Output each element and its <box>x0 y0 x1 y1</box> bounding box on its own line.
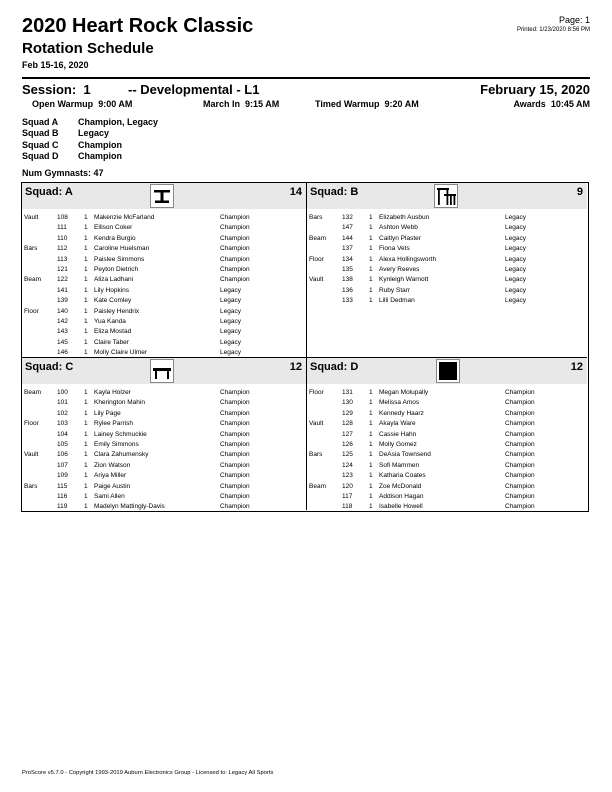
team-cell: Legacy <box>220 317 241 325</box>
event-cell: Bars <box>24 482 38 490</box>
team-cell: Legacy <box>505 214 526 221</box>
gymnast-name-cell: Ellison Coker <box>94 224 133 232</box>
team-cell: Champion <box>505 461 535 469</box>
table-row <box>22 482 306 492</box>
count-cell: 1 <box>369 503 373 511</box>
gymnast-name-cell: Zoe McDonald <box>379 482 422 490</box>
count-cell: 1 <box>84 409 88 417</box>
team-cell: Legacy <box>505 224 526 232</box>
event-cell: Vault <box>24 451 39 459</box>
gymnast-number-cell: 129 <box>342 409 353 417</box>
squad-name: Squad: C <box>25 361 74 373</box>
team-cell: Legacy <box>505 255 526 263</box>
team-cell: Champion <box>220 420 250 428</box>
count-cell: 1 <box>369 409 373 417</box>
open-warmup: Open Warmup 9:00 AM <box>32 99 133 109</box>
team-cell: Champion <box>220 472 250 480</box>
gymnast-name-cell: DeAsia Townsend <box>379 451 431 459</box>
gymnast-number-cell: 126 <box>342 440 353 448</box>
squad-assignment-list <box>22 117 158 162</box>
gymnast-name-cell: Kendra Burgio <box>94 234 136 242</box>
team-cell: Legacy <box>220 297 241 305</box>
event-cell: Beam <box>24 276 41 284</box>
squad-header <box>307 358 587 384</box>
squad-assignment: Squad A Champion, Legacy <box>22 117 159 127</box>
gymnast-number-cell: 131 <box>342 389 353 396</box>
team-cell: Champion <box>505 492 535 500</box>
count-cell: 1 <box>84 440 88 448</box>
gymnast-number-cell: 104 <box>57 430 68 438</box>
squad-name: Squad: B <box>310 186 359 198</box>
gymnast-number-cell: 121 <box>57 265 68 273</box>
event-cell: Floor <box>24 307 39 315</box>
table-row <box>307 419 587 429</box>
gymnast-number-cell: 132 <box>342 214 353 221</box>
gymnast-name-cell: Elizabeth Ausbun <box>379 214 430 221</box>
table-row <box>307 440 587 450</box>
count-cell: 1 <box>84 451 88 459</box>
table-row <box>22 327 306 337</box>
table-row <box>22 213 306 223</box>
table-row <box>307 255 587 265</box>
gymnast-number-cell: 138 <box>342 276 353 284</box>
team-cell: Champion <box>505 420 535 428</box>
table-row <box>22 440 306 450</box>
gymnast-name-cell: Claire Taber <box>94 338 129 346</box>
count-cell: 1 <box>369 255 373 263</box>
gymnast-number-cell: 102 <box>57 409 68 417</box>
count-cell: 1 <box>369 430 373 438</box>
gymnast-name-cell: Ruby Starr <box>379 286 411 294</box>
table-row <box>307 450 587 460</box>
count-cell: 1 <box>369 399 373 407</box>
gymnast-number-cell: 133 <box>342 297 353 305</box>
squad-roster <box>307 213 587 307</box>
gymnast-name-cell: Akayla Ware <box>379 420 416 428</box>
squad-roster <box>22 388 306 513</box>
gymnast-number-cell: 146 <box>57 349 68 357</box>
gymnast-name-cell: Lily Hopkins <box>94 286 130 294</box>
team-cell: Champion <box>220 389 250 396</box>
gymnast-name-cell: Kherington Mahin <box>94 399 145 407</box>
count-cell: 1 <box>84 492 88 500</box>
team-cell: Legacy <box>220 349 241 357</box>
team-cell: Champion <box>505 440 535 448</box>
gymnast-number-cell: 119 <box>57 503 68 511</box>
table-row <box>307 275 587 285</box>
gymnast-name-cell: Kennedy Haarz <box>379 409 424 417</box>
gymnast-name-cell: Cassie Hahn <box>379 430 417 438</box>
count-cell: 1 <box>84 224 88 232</box>
meet-title: 2020 Heart Rock Classic <box>22 15 254 37</box>
count-cell: 1 <box>369 461 373 469</box>
gymnast-name-cell: Molly Gomez <box>379 440 417 448</box>
count-cell: 1 <box>84 430 88 438</box>
gymnast-name-cell: Melissa Amos <box>379 399 420 407</box>
gymnast-name-cell: Lily Page <box>94 409 121 417</box>
team-cell: Champion <box>505 399 535 407</box>
team-cell: Champion <box>220 503 250 511</box>
squad-assignment: Squad D Champion <box>22 150 122 161</box>
table-row <box>22 307 306 317</box>
team-cell: Legacy <box>505 245 526 253</box>
count-cell: 1 <box>84 317 88 325</box>
footer-copyright: ProScore v5.7.0 - Copyright 1993-2019 Auburn Electronics Group - Licensed to: Legacy All Sports <box>22 770 274 776</box>
session-level: -- Developmental - L1 <box>128 82 260 97</box>
gymnast-name-cell: Megan Molupally <box>379 389 429 396</box>
gymnast-number-cell: 109 <box>57 472 68 480</box>
gymnast-number-cell: 100 <box>57 389 68 396</box>
team-cell: Champion <box>220 492 250 500</box>
count-cell: 1 <box>84 328 88 336</box>
event-cell: Bars <box>24 245 38 253</box>
gymnast-number-cell: 105 <box>57 440 68 448</box>
gymnast-number-cell: 145 <box>57 338 68 346</box>
gymnast-number-cell: 112 <box>57 245 68 253</box>
table-row <box>22 223 306 233</box>
awards-time: Awards 10:45 AM <box>513 99 590 109</box>
count-cell: 1 <box>369 440 373 448</box>
table-row <box>307 492 587 502</box>
count-cell: 1 <box>84 297 88 305</box>
gymnast-name-cell: Caitlyn Plaster <box>379 234 421 242</box>
gymnast-number-cell: 101 <box>57 399 68 407</box>
team-cell: Champion <box>220 461 250 469</box>
team-cell: Champion <box>220 234 250 242</box>
gymnast-name-cell: Kynleigh Warnott <box>379 276 429 284</box>
count-cell: 1 <box>369 389 373 396</box>
gymnast-number-cell: 106 <box>57 451 68 459</box>
team-cell: Champion <box>220 451 250 459</box>
team-cell: Champion <box>505 472 535 480</box>
table-row <box>22 430 306 440</box>
gymnast-number-cell: 113 <box>57 255 68 263</box>
table-row <box>22 492 306 502</box>
table-row <box>307 409 587 419</box>
team-cell: Champion <box>505 430 535 438</box>
squad-b-panel <box>307 183 587 358</box>
gymnast-name-cell: Ariya Miller <box>94 472 127 480</box>
event-cell: Vault <box>309 420 324 428</box>
gymnast-number-cell: 143 <box>57 328 68 336</box>
num-gymnasts: Num Gymnasts: 47 <box>22 168 104 178</box>
floor-square-icon <box>436 359 460 383</box>
count-cell: 1 <box>369 245 373 253</box>
count-cell: 1 <box>369 492 373 500</box>
count-cell: 1 <box>369 472 373 480</box>
gymnast-number-cell: 123 <box>342 472 353 480</box>
team-cell: Champion <box>220 245 250 253</box>
gymnast-name-cell: Kate Comley <box>94 297 132 305</box>
count-cell: 1 <box>369 451 373 459</box>
timed-warmup: Timed Warmup 9:20 AM <box>315 99 419 109</box>
squad-count: 14 <box>289 186 302 198</box>
table-row <box>307 398 587 408</box>
gymnast-number-cell: 136 <box>342 286 353 294</box>
count-cell: 1 <box>369 224 373 232</box>
count-cell: 1 <box>84 472 88 480</box>
table-row <box>307 502 587 512</box>
count-cell: 1 <box>369 265 373 273</box>
squad-assignment: Squad C Champion <box>22 139 122 150</box>
meet-dates: Feb 15-16, 2020 <box>22 60 89 70</box>
team-cell: Champion <box>505 409 535 417</box>
table-row <box>22 398 306 408</box>
team-cell: Champion <box>220 255 250 263</box>
gymnast-number-cell: 111 <box>57 224 67 232</box>
count-cell: 1 <box>84 245 88 253</box>
team-cell: Champion <box>220 399 250 407</box>
squad-name: Squad: D <box>310 361 359 373</box>
count-cell: 1 <box>84 255 88 263</box>
team-cell: Legacy <box>505 265 526 273</box>
gymnast-number-cell: 125 <box>342 451 353 459</box>
gymnast-name-cell: Katharia Coates <box>379 472 426 480</box>
gymnast-number-cell: 107 <box>57 461 68 469</box>
event-cell: Beam <box>309 482 326 490</box>
squad-count: 9 <box>576 186 583 198</box>
team-cell: Champion <box>220 265 250 273</box>
printed-timestamp: Printed: 1/23/2020 8:56 PM <box>516 27 590 33</box>
gymnast-number-cell: 117 <box>342 492 353 500</box>
gymnast-number-cell: 140 <box>57 307 68 315</box>
event-cell: Bars <box>309 214 323 221</box>
team-cell: Champion <box>220 430 250 438</box>
schedule-subtitle: Rotation Schedule <box>22 40 154 57</box>
squad-count: 12 <box>289 361 302 373</box>
uneven-bars-icon <box>434 184 458 208</box>
table-row <box>307 244 587 254</box>
count-cell: 1 <box>84 503 88 511</box>
count-cell: 1 <box>84 389 88 396</box>
team-cell: Legacy <box>505 276 526 284</box>
session-label: Session: 1 <box>22 82 91 97</box>
table-row <box>22 275 306 285</box>
gymnast-number-cell: 137 <box>342 245 353 253</box>
gymnast-name-cell: Fiona Vets <box>379 245 410 253</box>
balance-beam-icon <box>150 184 174 208</box>
team-cell: Legacy <box>220 338 241 346</box>
team-cell: Champion <box>220 276 250 284</box>
gymnast-name-cell: Paisley Hendrix <box>94 307 140 315</box>
table-row <box>22 296 306 306</box>
gymnast-name-cell: Kayla Holzer <box>94 389 131 396</box>
gymnast-name-cell: Ashton Webb <box>379 224 418 232</box>
table-row <box>22 450 306 460</box>
table-row <box>307 234 587 244</box>
count-cell: 1 <box>84 276 88 284</box>
team-cell: Champion <box>505 451 535 459</box>
march-in: March In 9:15 AM <box>203 99 280 109</box>
squad-header <box>307 183 587 209</box>
gymnast-name-cell: Eliza Mostad <box>94 328 132 336</box>
gymnast-number-cell: 120 <box>342 482 353 490</box>
table-row <box>22 234 306 244</box>
table-row <box>307 223 587 233</box>
team-cell: Champion <box>505 389 535 396</box>
table-row <box>307 296 587 306</box>
table-row <box>307 430 587 440</box>
count-cell: 1 <box>84 214 88 221</box>
event-cell: Floor <box>309 255 324 263</box>
table-row <box>307 213 587 223</box>
squad-header <box>22 183 306 209</box>
squad-count: 12 <box>570 361 583 373</box>
gymnast-name-cell: Peyton Dietrich <box>94 265 139 273</box>
squad-d-panel <box>307 358 587 510</box>
gymnast-number-cell: 134 <box>342 255 353 263</box>
team-cell: Champion <box>505 482 535 490</box>
gymnast-number-cell: 127 <box>342 430 353 438</box>
gymnast-name-cell: Sofi Mammen <box>379 461 420 469</box>
gymnast-name-cell: Clara Zahumensky <box>94 451 149 459</box>
session-number: 1 <box>83 82 91 97</box>
gymnast-name-cell: Lilli Dedman <box>379 297 415 305</box>
count-cell: 1 <box>369 297 373 305</box>
count-cell: 1 <box>369 214 373 221</box>
squad-name: Squad: A <box>25 186 73 198</box>
gymnast-number-cell: 139 <box>57 297 68 305</box>
table-row <box>22 409 306 419</box>
table-row <box>22 265 306 275</box>
count-cell: 1 <box>369 234 373 242</box>
count-cell: 1 <box>369 482 373 490</box>
squad-header <box>22 358 306 384</box>
count-cell: 1 <box>369 276 373 284</box>
gymnast-number-cell: 124 <box>342 461 353 469</box>
squad-roster <box>22 213 306 358</box>
gymnast-name-cell: Aliza Ladhani <box>94 276 134 284</box>
gymnast-name-cell: Paige Austin <box>94 482 131 490</box>
gymnast-name-cell: Caroline Huelsman <box>94 245 150 253</box>
team-cell: Champion <box>220 214 250 221</box>
gymnast-number-cell: 122 <box>57 276 68 284</box>
count-cell: 1 <box>84 286 88 294</box>
count-cell: 1 <box>84 349 88 357</box>
page-number: Page: 1 <box>558 15 590 25</box>
header-divider <box>22 77 590 79</box>
gymnast-name-cell: Zion Watson <box>94 461 131 469</box>
session-date: February 15, 2020 <box>480 82 590 97</box>
count-cell: 1 <box>84 307 88 315</box>
gymnast-number-cell: 128 <box>342 420 353 428</box>
gymnast-number-cell: 144 <box>342 234 353 242</box>
table-row <box>307 471 587 481</box>
team-cell: Legacy <box>220 286 241 294</box>
gymnast-number-cell: 108 <box>57 214 68 221</box>
gymnast-name-cell: Madelyn Mattingly-Davis <box>94 503 165 511</box>
gymnast-name-cell: Addison Hagan <box>379 492 424 500</box>
gymnast-number-cell: 116 <box>57 492 68 500</box>
gymnast-name-cell: Sami Allen <box>94 492 125 500</box>
table-row <box>307 286 587 296</box>
gymnast-number-cell: 115 <box>57 482 68 490</box>
gymnast-number-cell: 147 <box>342 224 353 232</box>
gymnast-name-cell: Avery Reeves <box>379 265 420 273</box>
team-cell: Champion <box>220 224 250 232</box>
gymnast-name-cell: Rylee Parrish <box>94 420 134 428</box>
gymnast-number-cell: 130 <box>342 399 353 407</box>
event-cell: Beam <box>24 389 41 396</box>
team-cell: Legacy <box>505 286 526 294</box>
team-cell: Champion <box>220 409 250 417</box>
gymnast-number-cell: 110 <box>57 234 68 242</box>
gymnast-name-cell: Alexa Hollingsworth <box>379 255 437 263</box>
gymnast-name-cell: Yua Kanda <box>94 317 126 325</box>
squad-assignment: Squad B Legacy <box>22 128 110 139</box>
gymnast-number-cell: 142 <box>57 317 68 325</box>
gymnast-number-cell: 141 <box>57 286 68 294</box>
event-cell: Beam <box>309 234 326 242</box>
table-row <box>22 461 306 471</box>
rotation-grid <box>21 182 589 512</box>
count-cell: 1 <box>84 338 88 346</box>
count-cell: 1 <box>84 234 88 242</box>
squad-roster <box>307 388 587 513</box>
event-cell: Bars <box>309 451 323 459</box>
gymnast-name-cell: Paislee Simmons <box>94 255 145 263</box>
gymnast-name-cell: Lainey Schmuckie <box>94 430 147 438</box>
table-row <box>307 265 587 275</box>
team-cell: Champion <box>505 503 535 511</box>
team-cell: Legacy <box>505 297 526 305</box>
gymnast-number-cell: 103 <box>57 420 68 428</box>
count-cell: 1 <box>369 420 373 428</box>
count-cell: 1 <box>84 482 88 490</box>
gymnast-name-cell: Emily Simmons <box>94 440 139 448</box>
team-cell: Champion <box>220 440 250 448</box>
team-cell: Legacy <box>220 328 241 336</box>
squad-c-panel <box>22 358 307 510</box>
team-cell: Legacy <box>505 234 526 242</box>
team-cell: Champion <box>220 482 250 490</box>
event-cell: Vault <box>24 214 39 221</box>
gymnast-number-cell: 118 <box>342 503 353 511</box>
squad-a-panel <box>22 183 307 358</box>
table-row <box>22 244 306 254</box>
table-row <box>307 388 587 398</box>
table-row <box>22 502 306 512</box>
table-row <box>22 388 306 398</box>
table-row <box>22 419 306 429</box>
beam-table-icon <box>150 359 174 383</box>
count-cell: 1 <box>369 286 373 294</box>
table-row <box>22 471 306 481</box>
table-row <box>22 348 306 358</box>
table-row <box>22 338 306 348</box>
event-cell: Floor <box>24 420 39 428</box>
table-row <box>22 317 306 327</box>
table-row <box>22 286 306 296</box>
count-cell: 1 <box>84 399 88 407</box>
event-cell: Vault <box>309 276 324 284</box>
count-cell: 1 <box>84 265 88 273</box>
gymnast-name-cell: Makenzie McFarland <box>94 214 155 221</box>
table-row <box>307 461 587 471</box>
team-cell: Legacy <box>220 307 241 315</box>
gymnast-name-cell: Isabelle Howell <box>379 503 423 511</box>
gymnast-name-cell: Molly Claire Ulmer <box>94 349 148 357</box>
event-cell: Floor <box>309 389 324 396</box>
count-cell: 1 <box>84 461 88 469</box>
table-row <box>22 255 306 265</box>
count-cell: 1 <box>84 420 88 428</box>
table-row <box>307 482 587 492</box>
gymnast-number-cell: 135 <box>342 265 353 273</box>
